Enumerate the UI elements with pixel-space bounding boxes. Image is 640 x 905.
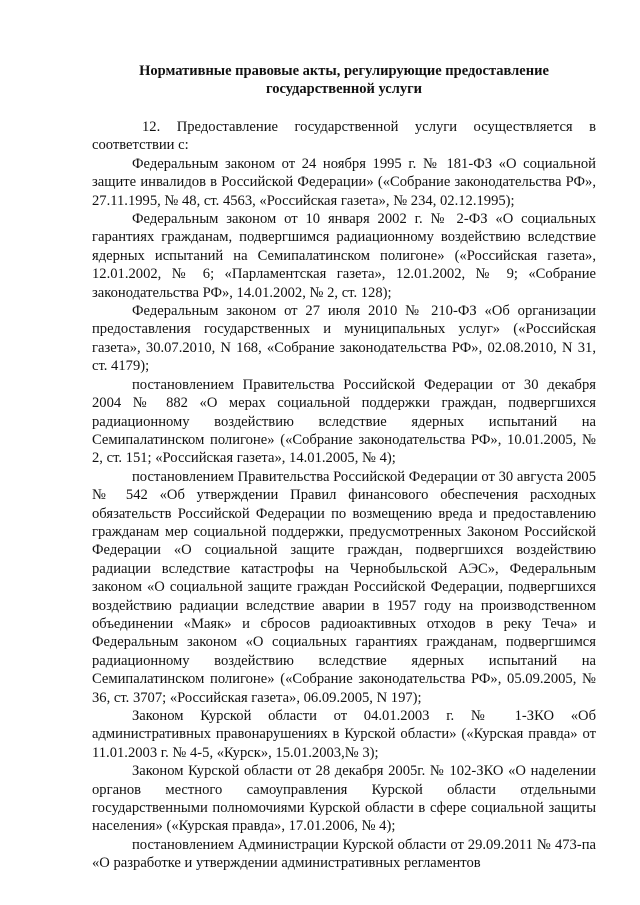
paragraph-law-181fz: Федеральным законом от 24 ноября 1995 г. № 181-ФЗ «О социальной защите инвалидов в Российской Федерации» («Собрание законодательства РФ», 27.11.1995, № 48, ст. 4563, «Российская газета», № 234, 02.12.1995); [92, 155, 596, 209]
paragraph-kursk-law-1zko: Законом Курской области от 04.01.2003 г. № 1-ЗКО «Об административных правонарушениях в Курской области» («Курская правда» от 11.01.2003 г. № 4-5, «Курск», 15.01.2003,№ 3); [92, 708, 596, 761]
paragraph-law-2fz: Федеральным законом от 10 января 2002 г. № 2-ФЗ «О социальных гарантиях гражданам, подвергшимся радиационному воздействию вследствие ядерных испытаний на Семипалатинском полигоне» («Российская газета», 12.01.2002, № 6; «Парламентская газета», 12.01.2002, № 9; «Собрание законодательства РФ», 14.01.2002, № 2, ст. 128); [92, 211, 596, 301]
paragraph-kursk-law-102zko: Законом Курской области от 28 декабря 2005г. № 102-ЗКО «О наделении органов местного самоуправления Курской области отдельными государственными полномочиями Курской области в сфере социальной защиты населения» («Курская правда», 17.01.2006, № 4); [92, 763, 596, 835]
document-title [92, 62, 596, 98]
title-line-1: Нормативные правовые акты, регулирующие предоставление [139, 63, 549, 79]
paragraph-kursk-decree-473pa: постановлением Администрации Курской области от 29.09.2011 № 473-па «О разработке и утверждении административных регламентов [92, 836, 596, 872]
paragraph-intro: 12. Предоставление государственной услуги осуществляется в соответствии с: [92, 119, 596, 154]
paragraph-decree-542: постановлением Правительства Российской Федерации от 30 августа 2005 № 542 «Об утверждении Правил финансового обеспечения расходных обязательств Российской Федерации по возмещению вреда и предоставлению гражданам мер социальной поддержки, предусмотренных Законом Российской Федерации «О социальной защите граждан, подвергшихся воздействию радиации вследствие катастрофы на Чернобыльской АЭС», Федеральным законом «О социальной защите граждан Российской Федерации, подвергшихся воздействию радиации вследствие аварии в 1957 году на производственном объединении «Маяк» и сбросов радиоактивных отходов в реку Теча» и Федеральным законом «О социальных гарантиях гражданам, подвергшимся радиационному воздействию вследствие ядерных испытаний на Семипалатинском полигоне» («Собрание законодательства РФ», 05.09.2005, № 36, ст. 3707; «Российская газета», 06.09.2005, N 197); [92, 468, 596, 706]
document-body [92, 118, 596, 873]
paragraph-law-210fz: Федеральным законом от 27 июля 2010 № 210-ФЗ «Об организации предоставления государственных и муниципальных услуг» («Российская газета», 30.07.2010, N 168, «Собрание законодательства РФ», 02.08.2010, N 31, ст. 4179); [92, 303, 596, 375]
paragraph-decree-882: постановлением Правительства Российской Федерации от 30 декабря 2004 № 882 «О мерах социальной поддержки граждан, подвергшихся радиационному воздействию вследствие ядерных испытаний на Семипалатинском полигоне» («Собрание законодательства РФ», 10.01.2005, № 2, ст. 151; «Российская газета», 14.01.2005, № 4); [92, 376, 596, 467]
title-line-2: государственной услуги [265, 81, 423, 97]
